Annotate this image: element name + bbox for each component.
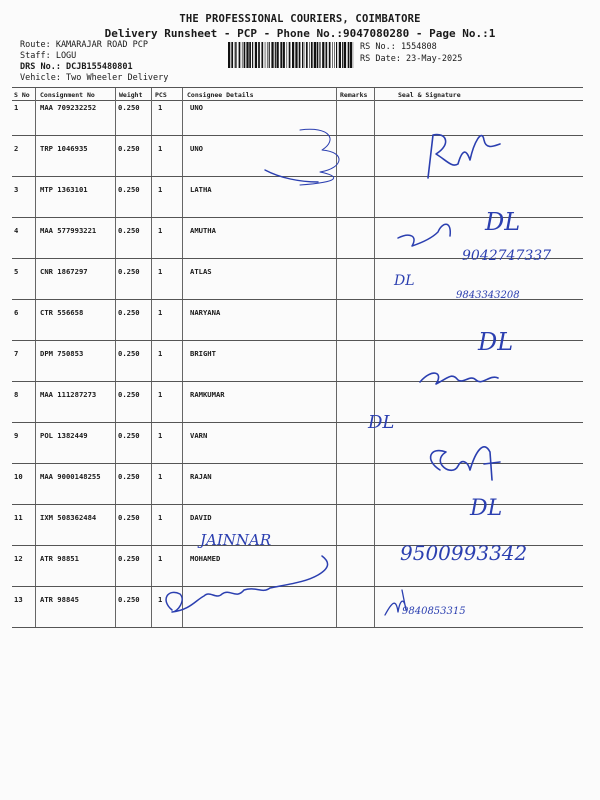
row-weight: 0.250 <box>118 103 140 112</box>
row-weight: 0.250 <box>118 144 140 153</box>
row-pcs: 1 <box>158 595 163 604</box>
handwritten-dl-1: DL <box>485 208 521 236</box>
row-divider <box>12 545 583 546</box>
row-pcs: 1 <box>158 226 163 235</box>
row-weight: 0.250 <box>118 513 140 522</box>
rs-date: RS Date: 23-May-2025 <box>360 54 463 64</box>
handwritten-phone-row11: 9500993342 <box>400 541 528 565</box>
row-consignee: RAMKUMAR <box>190 390 225 399</box>
handwritten-phone-row13: 9840853315 <box>402 606 466 617</box>
row-divider <box>12 135 583 136</box>
table-top-rule <box>12 87 583 88</box>
row-sno: 9 <box>14 431 19 440</box>
handwritten-dl-3: DL <box>368 412 395 433</box>
row-sno: 8 <box>14 390 19 399</box>
row-consignee: ATLAS <box>190 267 212 276</box>
row-pcs: 1 <box>158 513 163 522</box>
row-consignment: MAA 577993221 <box>40 226 97 235</box>
signature-row12 <box>166 556 328 612</box>
company-name: THE PROFESSIONAL COURIERS, COIMBATORE <box>179 13 421 25</box>
row-pcs: 1 <box>158 144 163 153</box>
row-weight: 0.250 <box>118 595 140 604</box>
row-consignment: MAA 709232252 <box>40 103 97 112</box>
rs-number: RS No.: 1554808 <box>360 42 437 52</box>
row-sno: 3 <box>14 185 19 194</box>
row-consignee: VARN <box>190 431 208 440</box>
col-header-weight: Weight <box>119 91 143 99</box>
table-header-rule <box>12 100 583 101</box>
col-header-sno: S No <box>14 91 30 99</box>
row-weight: 0.250 <box>118 431 140 440</box>
row-consignee: AMUTHA <box>190 226 216 235</box>
row-pcs: 1 <box>158 554 163 563</box>
row-consignment: MAA 9000148255 <box>40 472 101 481</box>
row-consignee: NARYANA <box>190 308 221 317</box>
row-weight: 0.250 <box>118 226 140 235</box>
row-consignment: DPM 750853 <box>40 349 84 358</box>
row-divider <box>12 217 583 218</box>
row-consignee: DAVID <box>190 513 212 522</box>
row-weight: 0.250 <box>118 554 140 563</box>
handwritten-phone-row5: 9843343208 <box>456 290 520 301</box>
row-divider <box>12 176 583 177</box>
col-header-pcs: PCS <box>155 91 167 99</box>
row-sno: 4 <box>14 226 19 235</box>
handwritten-name-row11: JAINNAR <box>200 531 272 549</box>
row-pcs: 1 <box>158 308 163 317</box>
row-consignment: CTR 556658 <box>40 308 84 317</box>
row-sno: 7 <box>14 349 19 358</box>
col-header-seal: Seal & Signature <box>398 91 461 99</box>
row-weight: 0.250 <box>118 308 140 317</box>
row-weight: 0.250 <box>118 267 140 276</box>
col-divider <box>374 88 375 628</box>
handwritten-dl-2: DL <box>478 328 514 356</box>
row-consignee: MOHAMED <box>190 554 221 563</box>
col-divider <box>151 88 152 628</box>
row-consignee: UNO <box>190 103 203 112</box>
signature-row4 <box>398 224 450 246</box>
row-divider <box>12 340 583 341</box>
row-consignment: IXM 508362484 <box>40 513 97 522</box>
runsheet-title: Delivery Runsheet - PCP - Phone No.:9047080280 - Page No.:1 <box>104 27 496 40</box>
row-weight: 0.250 <box>118 185 140 194</box>
col-divider <box>115 88 116 628</box>
row-consignee: RAJAN <box>190 472 212 481</box>
handwritten-dl-4: DL <box>470 496 503 521</box>
row-divider <box>12 586 583 587</box>
row-consignee: UNO <box>190 144 203 153</box>
col-header-consignee: Consignee Details <box>187 91 254 99</box>
row-pcs: 1 <box>158 431 163 440</box>
row-divider <box>12 299 583 300</box>
col-header-consignment: Consignment No <box>40 91 95 99</box>
row-pcs: 1 <box>158 349 163 358</box>
row-pcs: 1 <box>158 185 163 194</box>
row-pcs: 1 <box>158 267 163 276</box>
row-divider <box>12 504 583 505</box>
row-divider <box>12 627 583 628</box>
handwritten-phone-row4: 9042747337 <box>462 248 552 264</box>
row-consignee: BRIGHT <box>190 349 216 358</box>
row-consignee: LATHA <box>190 185 212 194</box>
route-label: Route: KAMARAJAR ROAD PCP <box>20 40 148 50</box>
row-sno: 11 <box>14 513 23 522</box>
row-consignment: ATR 98845 <box>40 595 79 604</box>
row-sno: 2 <box>14 144 19 153</box>
row-divider <box>12 381 583 382</box>
signature-row7 <box>420 373 498 384</box>
row-divider <box>12 463 583 464</box>
signature-row2 <box>428 135 500 178</box>
vehicle-label: Vehicle: Two Wheeler Delivery <box>20 73 169 83</box>
row-sno: 5 <box>14 267 19 276</box>
row-pcs: 1 <box>158 472 163 481</box>
col-header-remarks: Remarks <box>340 91 368 99</box>
row-consignment: TRP 1046935 <box>40 144 88 153</box>
row-sno: 13 <box>14 595 23 604</box>
row-divider <box>12 422 583 423</box>
staff-label: Staff: LOGU <box>20 51 77 61</box>
row-consignment: POL 1382449 <box>40 431 88 440</box>
handwritten-dl-5: DL <box>394 273 415 289</box>
row-pcs: 1 <box>158 390 163 399</box>
row-sno: 12 <box>14 554 23 563</box>
row-pcs: 1 <box>158 103 163 112</box>
row-consignment: ATR 98851 <box>40 554 79 563</box>
col-divider <box>336 88 337 628</box>
signature-row13 <box>385 590 406 615</box>
row-consignment: CNR 1867297 <box>40 267 88 276</box>
row-consignment: MTP 1363101 <box>40 185 88 194</box>
barcode-image <box>228 42 354 68</box>
row-weight: 0.250 <box>118 349 140 358</box>
col-divider <box>182 88 183 628</box>
row-weight: 0.250 <box>118 390 140 399</box>
row-weight: 0.250 <box>118 472 140 481</box>
row-sno: 1 <box>14 103 19 112</box>
row-divider <box>12 258 583 259</box>
row-consignment: MAA 111287273 <box>40 390 97 399</box>
drs-number: DRS No.: DCJB155480801 <box>20 62 133 72</box>
col-divider <box>35 88 36 628</box>
row-sno: 6 <box>14 308 19 317</box>
row-sno: 10 <box>14 472 23 481</box>
